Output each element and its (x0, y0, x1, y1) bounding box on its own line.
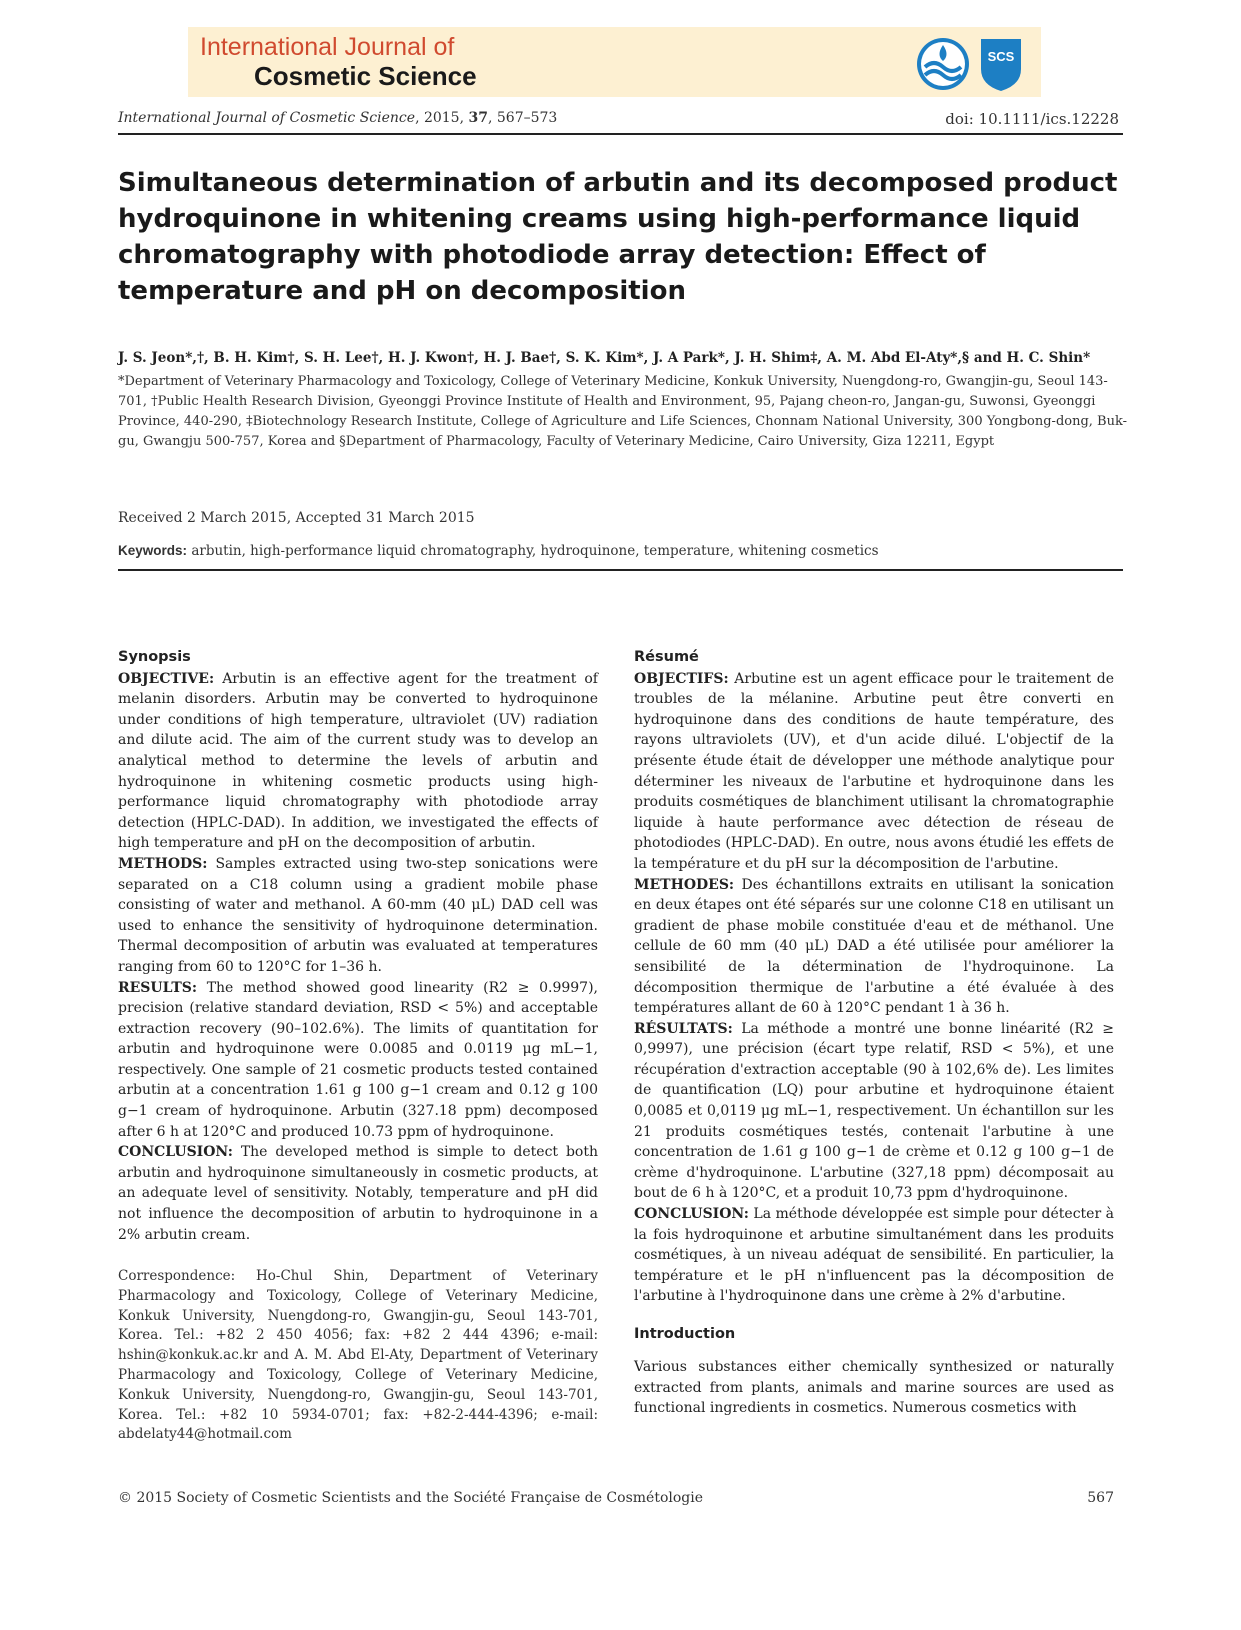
citation-line (118, 110, 557, 126)
citation-year: , 2015, (415, 110, 469, 126)
keywords-label: Keywords: (118, 543, 188, 558)
correspondence: Correspondence: Ho-Chul Shin, Department of Veterinary Pharmacology and Toxicology, College of Veterinary Medicine, Konkuk University, Nuengdong-ro, Gwangjin-gu, Seoul 143-701, Korea. Tel.: +82 2 450 4056; fax: +82 2 444 4396; e-mail: hshin@konkuk.ac.kr and A. M. Abd El-Aty, Department of Veterinary Pharmacology and Toxicology, College of Veterinary Medicine, Konkuk University, Nuengdong-ro, Gwangjin-gu, Seoul 143-701, Korea. Tel.: +82 10 5934-0701; fax: +82-2-444-4396; e-mail: abdelaty44@hotmail.com (118, 1268, 598, 1443)
received-dates: Received 2 March 2015, Accepted 31 March 2015 (118, 510, 475, 526)
citation-volume: 37 (468, 110, 488, 126)
synopsis-objective: OBJECTIVE: Arbutin is an effective agent for the treatment of melanin disorders. Arbutin may be converted to hydroquinone under conditions of high temperature, ultraviolet (UV) radiation and dilute acid. The aim of the current study was to develop an analytical method to determine the levels of arbutin and hydroquinone in whitening cosmetic products using high-performance liquid chromatography with photodiode array detection (HPLC-DAD). In addition, we investigated the effects of high temperature and pH on the decomposition of arbutin. (118, 670, 598, 852)
copyright: © 2015 Society of Cosmetic Scientists and the Société Française de Cosmétologie (118, 1490, 703, 1506)
scs-shield-icon (981, 39, 1021, 91)
resume-heading: Résumé (634, 649, 699, 665)
citation-pages: , 567–573 (487, 110, 558, 126)
resume-methods: METHODES: Des échantillons extraits en utilisant la sonication en deux étapes ont été séparés sur une colonne C18 en utilisant un gradient de phase mobile constituée d'eau et de méthanol. Une cellule de 60 mm (40 μL) DAD a été utilisée pour améliorer la sensibilité de la détermination de l'hydroquinone. La décomposition thermique de l'arbutine a été évaluée à des températures allant de 60 à 120°C pendant 1 à 36 h. (634, 876, 1115, 1017)
banner-line-1: International Journal of (200, 33, 455, 61)
synopsis-heading: Synopsis (118, 649, 191, 665)
resume-column (634, 647, 1114, 1307)
affiliations: *Department of Veterinary Pharmacology and Toxicology, College of Veterinary Medicine, Konkuk University, Nuengdong-ro, Gwangjin-gu, Seoul 143-701, †Public Health Research Division, Gyeonggi Province Institute of Health and Environment, 95, Pajang cheon-ro, Jangan-gu, Suwonsi, Gyeonggi Province, 440-290, ‡Biotechnology Research Institute, College of Agriculture and Life Sciences, Chonnam National University, 300 Yongbong-dong, Buk-gu, Gwangju 500-757, Korea and §Department of Pharmacology, Faculty of Veterinary Medicine, Cairo University, Giza 12211, Egypt (118, 374, 1128, 449)
author-list: J. S. Jeon*,†, B. H. Kim†, S. H. Lee†, H. J. Kwon†, H. J. Bae†, S. K. Kim*, J. A Park*, J. H. Shim‡, A. M. Abd El-Aty*,§ and H. C. Shin* (118, 350, 1091, 366)
journal-logos (917, 35, 1029, 93)
synopsis-results: RESULTS: The method showed good linearity (R2 ≥ 0.9997), precision (relative standard deviation, RSD < 5%) and acceptable extraction recovery (90–102.6%). The limits of quantitation for arbutin and hydroquinone were 0.0085 and 0.0119 μg mL−1, respectively. One sample of 21 cosmetic products tested contained arbutin at a concentration 1.61 g 100 g−1 cream and 0.12 g 100 g−1 cream of hydroquinone. Arbutin (327.18 ppm) decomposed after 6 h at 120°C and produced 10.73 ppm of hydroquinone. (118, 979, 598, 1140)
doi[interactable]: doi: 10.1111/ics.12228 (945, 110, 1119, 128)
synopsis-methods: METHODS: Samples extracted using two-step sonications were separated on a C18 column using a gradient mobile phase consisting of water and methanol. A 60-mm (40 μL) DAD cell was used to enhance the sensitivity of hydroquinone determination. Thermal decomposition of arbutin was evaluated at temperatures ranging from 60 to 120°C for 1–36 h. (118, 855, 598, 975)
page-number: 567 (1087, 1490, 1114, 1506)
resume-objective: OBJECTIFS: Arbutine est un agent efficace pour le traitement de troubles de la mélanine. Arbutine peut être converti en hydroquinone dans des conditions de haute température, des rayons ultraviolets (UV), et d'un acide dilué. L'objectif de la présente étude était de développer une méthode analytique pour déterminer les niveaux de l'arbutine et hydroquinone dans les produits cosmétiques de blanchiment utilisant la chromatographie liquide à haute performance avec détection de réseau de photodiodes (HPLC-DAD). En outre, nous avons étudié les effets de la température et du pH sur la décomposition de l'arbutine. (634, 670, 1115, 872)
keywords (118, 543, 879, 559)
introduction-text: Various substances either chemically synthesized or naturally extracted from plants, animals and marine sources are used as functional ingredients in cosmetics. Numerous cosmetics with (634, 1359, 1114, 1417)
article-title: Simultaneous determination of arbutin and its decomposed product hydroquinone in whitening creams using high-performance liquid chromatography with photodiode array detection: Effect of temperature and pH on decomposition (118, 168, 1118, 306)
keywords-list: arbutin, high-performance liquid chromatography, hydroquinone, temperature, whitening cosmetics (191, 543, 879, 559)
wave-logo-icon (917, 38, 969, 90)
scs-logo-text: SCS (987, 49, 1015, 64)
resume-results: RÉSULTATS: La méthode a montré une bonne linéarité (R2 ≥ 0,9997), une précision (écart type relatif, RSD < 5%), et une récupération d'extraction acceptable (90 à 102,6% de). Les limites de quantification (LQ) pour arbutine et hydroquinone étaient 0,0085 et 0,0119 μg mL−1, respectivement. Un échantillon sur les 21 produits cosmétiques testés, contenait l'arbutine à une concentration de 1.61 g 100 g−1 de crème et 0.12 g 100 g−1 de crème d'hydroquinone. L'arbutine (327,18 ppm) décomposait au bout de 6 h à 120°C, et a produit 10,73 ppm d'hydroquinone. (634, 1020, 1115, 1202)
resume-conclusion: CONCLUSION: La méthode développée est simple pour détecter à la fois hydroquinone et arbutine simultanément dans les produits cosmétiques, à un niveau adéquat de sensibilité. En particulier, la température et le pH n'influencent pas la décomposition de l'arbutine à l'hydroquinone dans une crème à 2% d'arbutine. (634, 1206, 1114, 1305)
synopsis-conclusion: CONCLUSION: The developed method is simple to detect both arbutin and hydroquinone simultaneously in cosmetic products, at an adequate level of sensitivity. Notably, temperature and pH did not influence the decomposition of arbutin to hydroquinone in a 2% arbutin cream. (118, 1144, 599, 1243)
banner-line-2: Cosmetic Science (254, 61, 477, 91)
synopsis-column (118, 647, 598, 1245)
citation-journal: International Journal of Cosmetic Science (118, 110, 416, 126)
journal-banner (188, 27, 1041, 97)
abstract-rule (118, 569, 1123, 571)
header-rule (118, 133, 1123, 135)
introduction-heading: Introduction (634, 1326, 736, 1342)
